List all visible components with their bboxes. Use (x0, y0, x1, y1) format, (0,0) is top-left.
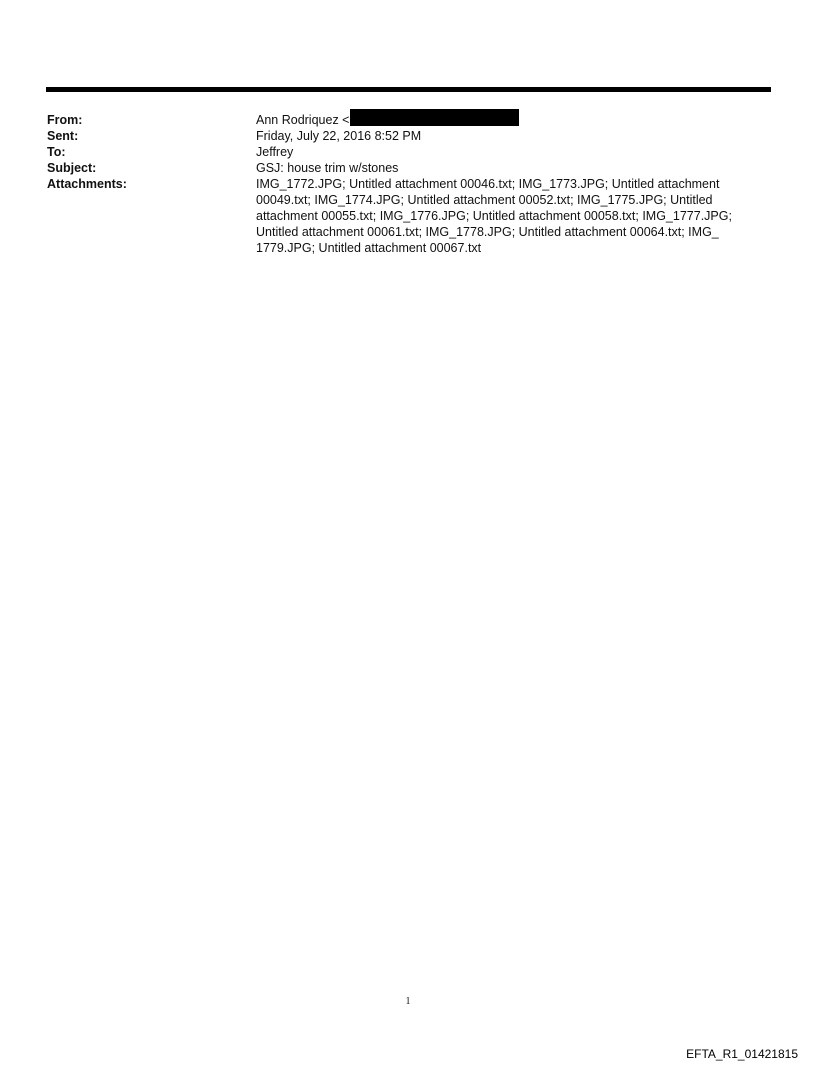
to-value: Jeffrey (256, 145, 294, 159)
redaction-box (350, 109, 519, 126)
attachments-list: IMG_1772.JPG; Untitled attachment 00046.txt; IMG_1773.JPG; Untitled attachment 00049.txt; IMG_1774.JPG; Untitled attachment 00052.txt; IMG_1775.JPG; Untitled attachment 00055.txt; IMG_1776.JPG; Untitled attachment 00058.txt; IMG_1777.JPG; Untitled attachment 00061.txt; IMG_1778.JPG; Untitled attachment 00064.txt; IMG_ 1779.JPG; Untitled attachment 00067.txt (256, 177, 732, 255)
email-header (47, 112, 767, 256)
bates-number: EFTA_R1_01421815 (686, 1047, 798, 1061)
subject-label: Subject: (47, 161, 97, 175)
from-row (47, 112, 767, 128)
header-divider (46, 87, 771, 92)
subject-row (47, 160, 767, 176)
subject-value: GSJ: house trim w/stones (256, 161, 399, 175)
sent-row (47, 128, 767, 144)
from-value (256, 112, 767, 128)
sent-label: Sent: (47, 129, 79, 143)
attachments-row (47, 176, 767, 256)
to-label: To: (47, 145, 66, 159)
from-sender: Ann Rodriquez < (256, 113, 350, 127)
attachments-label: Attachments: (47, 177, 127, 191)
sent-value: Friday, July 22, 2016 8:52 PM (256, 129, 422, 143)
attachments-value (256, 176, 767, 256)
from-label: From: (47, 113, 83, 127)
to-row (47, 144, 767, 160)
page-number: 1 (405, 996, 411, 1007)
